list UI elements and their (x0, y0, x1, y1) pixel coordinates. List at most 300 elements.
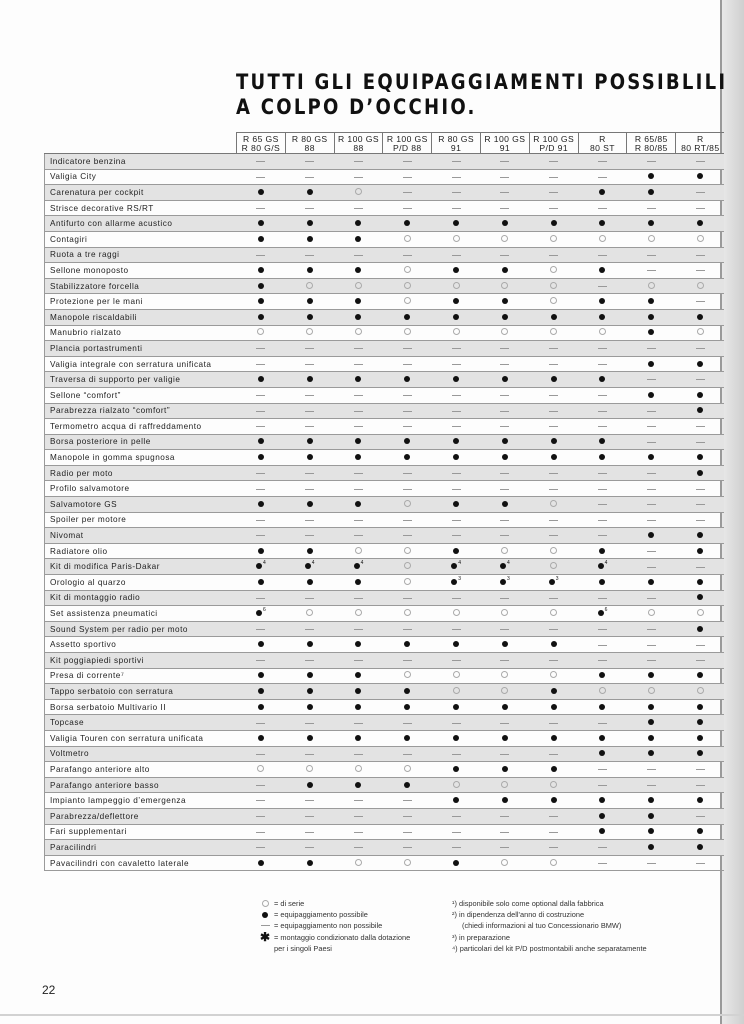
not-possible-dash-icon (696, 645, 705, 646)
not-possible-dash-icon (403, 660, 412, 661)
optional-dot-icon (307, 579, 313, 585)
standard-circle-icon (648, 609, 655, 616)
availability-cell (237, 575, 286, 591)
feature-name: Parafango anteriore basso (45, 777, 237, 793)
optional-dot-icon (599, 376, 605, 382)
not-possible-dash-icon (452, 177, 461, 178)
optional-dot-icon (355, 376, 361, 382)
availability-cell (383, 575, 432, 591)
not-possible-dash-icon (403, 535, 412, 536)
model-name-line-2: P/D 91 (539, 143, 569, 153)
optional-dot-icon (453, 438, 459, 444)
footnotes (452, 898, 647, 954)
optional-dot-icon (258, 314, 264, 320)
optional-dot-icon (648, 361, 654, 367)
availability-cell (529, 855, 578, 871)
availability-cell (237, 762, 286, 778)
title-line-2: A COLPO D’OCCHIO. (236, 95, 477, 119)
not-possible-dash-icon (403, 208, 412, 209)
not-possible-dash-icon (647, 255, 656, 256)
standard-circle-icon (355, 859, 362, 866)
not-possible-dash-icon (647, 442, 656, 443)
not-possible-dash-icon (256, 489, 265, 490)
model-header (480, 133, 529, 154)
optional-dot-icon (453, 641, 459, 647)
model-header (285, 133, 334, 154)
availability-cell (383, 840, 432, 856)
optional-dot-icon (355, 314, 361, 320)
not-possible-dash-icon (647, 863, 656, 864)
not-possible-dash-icon (452, 520, 461, 521)
feature-name: Termometro acqua di raffreddamento (45, 419, 237, 435)
not-possible-dash-icon (500, 629, 509, 630)
availability-cell (237, 247, 286, 263)
optional-symbol-icon (262, 912, 268, 918)
standard-circle-icon (599, 328, 606, 335)
feature-name: Indicatore benzina (45, 154, 237, 170)
not-possible-dash-icon (403, 255, 412, 256)
availability-cell (480, 777, 529, 793)
availability-cell (383, 699, 432, 715)
availability-cell (627, 606, 676, 622)
not-possible-dash-icon (452, 208, 461, 209)
optional-dot-icon (307, 860, 313, 866)
standard-circle-icon (550, 328, 557, 335)
feature-name: Radio per moto (45, 465, 237, 481)
availability-cell (285, 653, 334, 669)
not-possible-dash-icon (305, 473, 314, 474)
not-possible-dash-icon (256, 255, 265, 256)
feature-name: Manopole in gomma spugnosa (45, 450, 237, 466)
optional-dot-icon (551, 376, 557, 382)
optional-dot-icon (697, 828, 703, 834)
availability-cell (432, 200, 481, 216)
optional-dot-icon (307, 548, 313, 554)
feature-name: Set assistenza pneumatici (45, 606, 237, 622)
optional-dot-icon (354, 563, 360, 569)
availability-cell (383, 528, 432, 544)
optional-dot-icon (502, 797, 508, 803)
not-possible-dash-icon (354, 660, 363, 661)
availability-cell (676, 263, 725, 279)
availability-cell (676, 450, 725, 466)
optional-dot-icon (551, 797, 557, 803)
availability-cell (237, 512, 286, 528)
availability-cell (480, 247, 529, 263)
standard-circle-icon (453, 687, 460, 694)
page-number: 22 (42, 983, 56, 997)
availability-cell (383, 419, 432, 435)
availability-cell (480, 746, 529, 762)
optional-dot-icon (256, 563, 262, 569)
not-possible-dash-icon (549, 832, 558, 833)
not-possible-dash-icon (452, 348, 461, 349)
feature-name: Presa di corrente⁷ (45, 668, 237, 684)
not-possible-dash-icon (452, 364, 461, 365)
footnote-3: ³) in preparazione (452, 932, 510, 942)
standard-circle-icon (404, 609, 411, 616)
availability-cell (383, 497, 432, 513)
feature-name: Traversa di supporto per valigie (45, 372, 237, 388)
availability-cell (529, 559, 578, 575)
not-possible-dash-icon (403, 754, 412, 755)
model-name-line-2: P/D 88 (392, 143, 422, 153)
standard-circle-icon (306, 282, 313, 289)
asterisk-icon: ✱ (259, 929, 271, 944)
optional-dot-icon (355, 641, 361, 647)
not-possible-dash-icon (403, 598, 412, 599)
availability-cell (529, 356, 578, 372)
availability-cell (237, 450, 286, 466)
availability-cell (627, 684, 676, 700)
availability-cell (432, 668, 481, 684)
standard-symbol-icon (262, 900, 269, 907)
availability-cell (432, 465, 481, 481)
standard-circle-icon (355, 282, 362, 289)
not-possible-dash-icon (647, 660, 656, 661)
feature-name: Sound System per radio per moto (45, 621, 237, 637)
standard-circle-icon (648, 282, 655, 289)
not-possible-dash-icon (647, 348, 656, 349)
not-possible-dash-icon (549, 754, 558, 755)
optional-dot-icon (453, 797, 459, 803)
availability-cell (529, 777, 578, 793)
availability-cell (480, 855, 529, 871)
availability-cell (676, 309, 725, 325)
availability-cell (480, 263, 529, 279)
not-possible-dash-icon (647, 489, 656, 490)
availability-cell (237, 169, 286, 185)
not-possible-dash-icon (598, 723, 607, 724)
availability-cell (578, 730, 627, 746)
availability-cell (334, 200, 383, 216)
availability-cell (432, 216, 481, 232)
availability-cell (676, 777, 725, 793)
not-possible-dash-icon (256, 723, 265, 724)
availability-cell (529, 606, 578, 622)
footnote-marker: 4 (311, 560, 315, 567)
availability-cell (285, 169, 334, 185)
optional-dot-icon (404, 376, 410, 382)
feature-name: Borsa serbatoio Multivario II (45, 699, 237, 715)
availability-cell (578, 653, 627, 669)
not-possible-dash-icon (354, 426, 363, 427)
availability-cell (334, 263, 383, 279)
availability-cell (383, 403, 432, 419)
not-possible-dash-icon (403, 629, 412, 630)
not-possible-dash-icon (305, 754, 314, 755)
availability-cell (529, 419, 578, 435)
not-possible-dash-icon (354, 348, 363, 349)
optional-dot-icon (648, 220, 654, 226)
availability-cell (578, 356, 627, 372)
availability-cell (334, 387, 383, 403)
table-row (45, 278, 725, 294)
availability-cell (529, 746, 578, 762)
availability-cell (627, 559, 676, 575)
optional-dot-icon (258, 220, 264, 226)
model-name-line-2: R 80/85 (634, 143, 668, 153)
availability-cell (480, 512, 529, 528)
availability-cell (529, 154, 578, 170)
optional-dot-icon (648, 704, 654, 710)
not-possible-dash-icon (354, 395, 363, 396)
table-row (45, 543, 725, 559)
availability-cell (480, 481, 529, 497)
optional-dot-icon (500, 563, 506, 569)
optional-dot-icon (258, 688, 264, 694)
table-row (45, 465, 725, 481)
feature-name: Tappo serbatoio con serratura (45, 684, 237, 700)
optional-dot-icon (697, 719, 703, 725)
availability-cell (432, 606, 481, 622)
not-possible-dash-icon (549, 161, 558, 162)
availability-cell (285, 528, 334, 544)
availability-cell (237, 216, 286, 232)
standard-circle-icon (306, 328, 313, 335)
availability-cell (529, 263, 578, 279)
availability-cell (480, 341, 529, 357)
availability-cell (432, 730, 481, 746)
availability-cell (529, 621, 578, 637)
not-possible-dash-icon (598, 769, 607, 770)
not-possible-dash-icon (598, 348, 607, 349)
availability-cell (432, 621, 481, 637)
availability-cell (529, 715, 578, 731)
availability-cell (676, 730, 725, 746)
availability-cell (285, 543, 334, 559)
availability-cell (237, 808, 286, 824)
availability-cell (383, 309, 432, 325)
availability-cell (383, 387, 432, 403)
availability-cell (676, 621, 725, 637)
not-possible-dash-icon (549, 348, 558, 349)
not-possible-dash-icon (696, 520, 705, 521)
not-possible-dash-icon (549, 723, 558, 724)
availability-cell (237, 653, 286, 669)
availability-cell (578, 481, 627, 497)
not-possible-dash-icon (500, 723, 509, 724)
table-row (45, 637, 725, 653)
availability-cell (237, 387, 286, 403)
availability-cell (237, 543, 286, 559)
availability-cell (627, 824, 676, 840)
availability-cell (237, 684, 286, 700)
optional-dot-icon (551, 438, 557, 444)
standard-circle-icon (404, 671, 411, 678)
optional-dot-icon (258, 267, 264, 273)
availability-cell (627, 808, 676, 824)
availability-cell (676, 637, 725, 653)
availability-cell (480, 216, 529, 232)
availability-cell (529, 637, 578, 653)
optional-dot-icon (258, 236, 264, 242)
availability-cell (578, 497, 627, 513)
model-name-line-1: R 100 GS (484, 134, 526, 144)
standard-circle-icon (501, 859, 508, 866)
availability-cell (237, 777, 286, 793)
optional-dot-icon (258, 704, 264, 710)
feature-name: Assetto sportivo (45, 637, 237, 653)
model-header (383, 133, 432, 154)
availability-cell (432, 808, 481, 824)
availability-cell (480, 543, 529, 559)
not-possible-dash-icon (452, 255, 461, 256)
availability-cell (432, 169, 481, 185)
optional-dot-icon (307, 454, 313, 460)
availability-cell (285, 387, 334, 403)
legend-not-possible: = equipaggiamento non possibile (274, 921, 383, 931)
feature-name: Profilo salvamotore (45, 481, 237, 497)
optional-dot-icon (355, 298, 361, 304)
optional-dot-icon (500, 579, 506, 585)
not-possible-dash-icon (256, 598, 265, 599)
optional-dot-icon (355, 236, 361, 242)
optional-dot-icon (551, 704, 557, 710)
optional-dot-icon (355, 688, 361, 694)
availability-cell (529, 824, 578, 840)
standard-circle-icon (697, 328, 704, 335)
not-possible-dash-icon (500, 598, 509, 599)
availability-cell (285, 200, 334, 216)
optional-dot-icon (258, 454, 264, 460)
footnote-marker: 4 (360, 560, 364, 567)
not-possible-dash-icon (452, 754, 461, 755)
availability-cell (237, 497, 286, 513)
availability-cell (237, 590, 286, 606)
not-possible-dash-icon (305, 426, 314, 427)
not-possible-dash-icon (696, 255, 705, 256)
not-possible-dash-icon (647, 598, 656, 599)
optional-dot-icon (648, 719, 654, 725)
availability-cell (676, 278, 725, 294)
not-possible-dash-icon (354, 754, 363, 755)
optional-dot-icon (648, 844, 654, 850)
availability-cell (529, 684, 578, 700)
availability-cell (529, 372, 578, 388)
table-row (45, 309, 725, 325)
not-possible-dash-icon (647, 208, 656, 209)
availability-cell (334, 450, 383, 466)
availability-cell (432, 559, 481, 575)
model-name-line-1: R 80 GS (438, 134, 474, 144)
availability-cell (432, 154, 481, 170)
feature-name: Spoiler per motore (45, 512, 237, 528)
availability-cell (480, 325, 529, 341)
availability-cell (480, 465, 529, 481)
availability-cell (529, 450, 578, 466)
standard-circle-icon (453, 781, 460, 788)
availability-cell (627, 543, 676, 559)
availability-cell (285, 715, 334, 731)
availability-cell (578, 341, 627, 357)
availability-cell (383, 590, 432, 606)
availability-cell (676, 606, 725, 622)
availability-cell (237, 793, 286, 809)
availability-cell (383, 606, 432, 622)
table-row (45, 450, 725, 466)
not-possible-dash-icon (598, 395, 607, 396)
optional-dot-icon (258, 641, 264, 647)
availability-cell (676, 372, 725, 388)
availability-cell (627, 294, 676, 310)
availability-cell (383, 746, 432, 762)
availability-cell (383, 668, 432, 684)
not-possible-dash-icon (403, 800, 412, 801)
not-possible-dash-icon (256, 520, 265, 521)
table-row (45, 855, 725, 871)
availability-cell (480, 699, 529, 715)
availability-cell (432, 356, 481, 372)
availability-cell (627, 637, 676, 653)
not-possible-dash-icon (647, 473, 656, 474)
availability-cell (285, 575, 334, 591)
not-possible-dash-icon (549, 629, 558, 630)
availability-cell (432, 309, 481, 325)
availability-cell (480, 559, 529, 575)
optional-dot-icon (697, 470, 703, 476)
optional-dot-icon (697, 750, 703, 756)
not-possible-dash-icon (452, 535, 461, 536)
availability-cell (432, 403, 481, 419)
standard-circle-icon (501, 282, 508, 289)
feature-name: Borsa posteriore in pelle (45, 434, 237, 450)
standard-circle-icon (501, 687, 508, 694)
not-possible-dash-icon (549, 426, 558, 427)
availability-cell (578, 808, 627, 824)
optional-dot-icon (307, 314, 313, 320)
feature-name: Salvamotore GS (45, 497, 237, 513)
availability-cell (334, 372, 383, 388)
not-possible-dash-icon (647, 567, 656, 568)
standard-circle-icon (648, 687, 655, 694)
availability-cell (285, 185, 334, 201)
optional-dot-icon (598, 610, 604, 616)
availability-cell (627, 450, 676, 466)
availability-cell (432, 372, 481, 388)
not-possible-dash-icon (452, 489, 461, 490)
availability-cell (529, 309, 578, 325)
availability-cell (383, 808, 432, 824)
optional-dot-icon (502, 220, 508, 226)
availability-cell (334, 528, 383, 544)
availability-cell (334, 793, 383, 809)
not-possible-dash-icon (354, 364, 363, 365)
model-header (334, 133, 383, 154)
not-possible-dash-icon (598, 535, 607, 536)
availability-cell (529, 247, 578, 263)
model-name-line-1: R 100 GS (533, 134, 575, 144)
feature-name: Antifurto con allarme acustico (45, 216, 237, 232)
availability-cell (676, 684, 725, 700)
optional-dot-icon (502, 438, 508, 444)
not-possible-dash-icon (500, 426, 509, 427)
availability-cell (383, 653, 432, 669)
not-possible-dash-icon (305, 816, 314, 817)
standard-circle-icon (404, 578, 411, 585)
availability-cell (627, 387, 676, 403)
standard-circle-icon (453, 282, 460, 289)
optional-dot-icon (551, 454, 557, 460)
footnote-marker: 4 (263, 560, 266, 567)
not-possible-dash-icon (256, 754, 265, 755)
not-possible-dash-icon (549, 489, 558, 490)
not-possible-dash-icon (696, 301, 705, 302)
optional-dot-icon (256, 610, 262, 616)
standard-circle-icon (404, 765, 411, 772)
availability-cell (334, 637, 383, 653)
standard-circle-icon (501, 671, 508, 678)
